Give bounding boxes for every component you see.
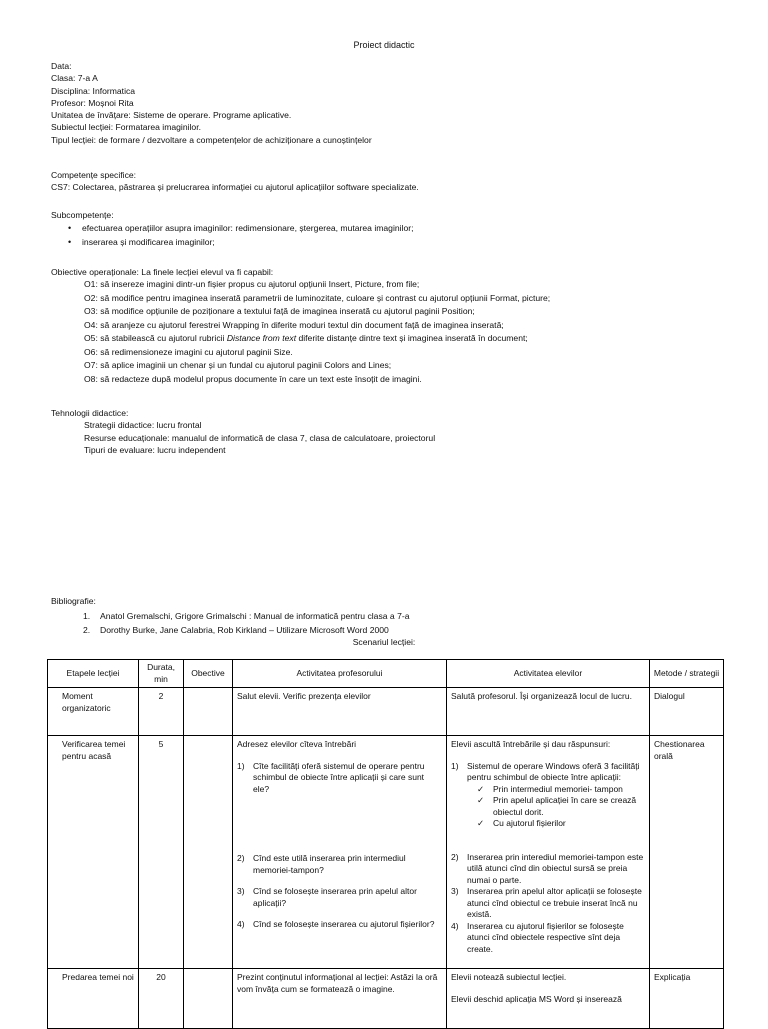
student-activity-cell: Salută profesorul. Își organizează locul de lucru. [447,688,650,736]
list-item: Resurse educaționale: manualul de informatică de clasa 7, clasa de calculatoare, proiectorul [84,432,436,443]
objective-o5-italic: Distance from text [226,333,297,344]
objectives-section [51,266,741,386]
student-task: Elevii deschid aplicația MS Word și inserează [451,993,622,1004]
subcompetences-heading: Subcompetențe: [51,210,114,220]
lesson-header [51,60,741,146]
table-row [48,969,724,1029]
header-teacher: Profesor: Moșnoi Rita [51,97,134,108]
student-note: Elevii notează subiectul lecției. [451,972,567,982]
list-number: 2) [237,853,245,863]
list-text: Anatol Gremalschi, Grigore Grimalschi : Manual de informatică pentru clasa a 7-a [100,611,410,622]
objectives-heading: Obiective operaționale: La finele lecției elevul va fi capabil: [51,267,274,277]
list-number: 1) [451,760,459,771]
list-item: O2: să modifice pentru imaginea inserată parametrii de luminozitate, culoare și contrast cu ajutorul opțiunii Format, picture; [84,292,551,303]
header-teacher-activity: Activitatea profesorului [233,660,447,688]
list-item [477,818,645,830]
header-student-activity: Activitatea elevilor [447,660,650,688]
list-item [237,761,442,796]
lesson-scenario-table [47,659,724,1029]
list-number: 2. [83,625,91,636]
list-number: 2) [451,851,459,862]
header-duration: Durata, min [139,660,184,688]
header-subject: Subiectul lecției: Formatarea imaginilor. [51,122,201,133]
list-item [451,921,645,956]
stage-cell: Moment organizatoric [48,688,139,736]
list-item: O3: să modifice opțiunile de poziționare a textului față de imaginea inserată cu ajutorul paginii Position; [84,306,475,317]
list-text: Inserarea prin interediul memoriei-tampon este utilă atunci cînd din obiectul sursă se preia numai o parte. [467,851,644,885]
list-number: 3) [237,886,245,896]
header-class: Clasa: 7-a A [51,73,98,84]
teacher-activity-cell: Prezint conținutul informațional al lecției: Astăzi la oră vom învăța cum se formatează o imagine. [233,969,447,1029]
list-item [237,853,442,876]
checkmark-icon: ✓ [477,818,485,828]
list-item [83,623,741,637]
teacher-activity-cell [233,736,447,969]
list-text: Inserarea prin apelul altor aplicații se folosește atunci cînd obiectul ce trebuie inserat încă nu există. [467,886,642,919]
student-activity-cell [447,736,650,969]
objectives-cell [184,969,233,1029]
list-item: O8: să redacteze după modelul propus documente în care un text este însoțit de imagini. [84,373,422,384]
bibliography-heading: Bibliografie: [51,596,96,606]
document-title: Proiect didactic [353,40,415,50]
list-number: 3) [451,886,459,896]
competences-heading: Competențe specifice: [51,170,137,180]
list-number: 4) [237,919,245,929]
list-text: Cînd se folosește inserarea prin apelul altor aplicații? [253,886,417,908]
methods-cell: Dialogul [650,688,724,736]
header-stages: Etapele lecției [48,660,139,688]
bibliography-section [51,595,741,637]
list-number: 4) [451,920,459,931]
checkmark-icon: ✓ [477,783,485,794]
list-text: Cînd este utilă inserarea prin intermediul memoriei-tampon? [253,853,406,875]
student-activity-cell [447,969,650,1029]
technologies-list [51,419,741,456]
list-item [451,852,645,887]
objective-o5-start: O5: să stabilească cu ajutorul rubricii [84,333,227,344]
bibliography-list [51,609,741,637]
duration-cell: 20 [139,969,184,1029]
list-item: • efectuarea operațiilor asupra imaginilor: redimensionare, ștergerea, mutarea imaginilor; [68,221,741,235]
duration-cell: 2 [139,688,184,736]
duration-cell: 5 [139,736,184,969]
competence-item: CS7: Colectarea, păstrarea și prelucrarea informației cu ajutorul aplicațiilor software specializate. [51,182,419,193]
header-discipline: Disciplina: Informatica [51,85,136,96]
competences-section [51,169,741,194]
objectives-cell [184,688,233,736]
list-item: Strategii didactice: lucru frontal [84,420,202,431]
technologies-section [51,407,741,456]
subcompetences-list [51,221,741,249]
list-item [451,886,645,921]
list-text: Sistemul de operare Windows oferă 3 facilități pentru schimbul de obiecte între aplicații: [467,760,640,782]
checkmark-icon: ✓ [477,795,485,805]
list-item [477,784,645,796]
list-item [237,886,442,909]
list-number: 1. [83,611,91,622]
list-item: • inserarea și modificarea imaginilor; [68,235,741,249]
header-lesson-type: Tipul lecției: de formare / dezvoltare a competențelor de achiziționare a cunoștințelor [51,134,372,145]
list-text: Cîte facilități oferă sistemul de operare pentru schimbul de obiecte între aplicații și care sunt ele? [253,760,425,794]
list-text: Dorothy Burke, Jane Calabria, Rob Kirkland – Utilizare Microsoft Word 2000 [100,625,389,636]
list-text: Inserarea cu ajutorul fișierilor se folosește atunci cînd obiectele respective sînt deja create. [467,920,624,954]
list-item [83,609,741,623]
scenario-heading: Scenariul lecției: [352,637,416,647]
questions-list [237,761,442,931]
header-unit: Unitatea de învățare: Sisteme de operare. Programe aplicative. [51,110,292,121]
methods-cell: Chestionarea orală [650,736,724,969]
facilities-list [467,784,645,830]
list-item [237,919,442,931]
table-row [48,736,724,969]
list-text: Cu ajutorul fișierilor [493,818,566,828]
teacher-intro: Adresez elevilor cîteva întrebări [237,739,357,749]
stage-cell: Predarea temei noi [48,969,139,1029]
list-item: Tipuri de evaluare: lucru independent [84,444,226,455]
list-item [477,795,645,818]
list-item: O7: să aplice imaginii un chenar și un fundal cu ajutorul paginii Colors and Lines; [84,360,392,371]
list-item [451,761,645,830]
list-text: Prin intermediul memoriei- tampon [493,783,623,794]
list-item: O6: să redimensioneze imagini cu ajutorul paginii Size. [84,346,293,357]
objectives-list [51,278,741,386]
student-intro: Elevii ascultă întrebările și dau răspunsuri: [451,739,611,749]
list-text: Cînd se folosește inserarea cu ajutorul fișierilor? [253,919,435,929]
answers-list [451,761,645,956]
teacher-activity-cell: Salut elevii. Verific prezența elevilor [233,688,447,736]
header-methods: Metode / strategii [650,660,724,688]
stage-cell: Verificarea temei pentru acasă [48,736,139,969]
objectives-cell [184,736,233,969]
list-number: 1) [237,760,245,771]
list-item: O1: să insereze imagini dintr-un fișier propus cu ajutorul opțiunii Insert, Picture, from file; [84,279,420,290]
header-date: Data: [51,61,72,71]
list-item [84,332,741,346]
technologies-heading: Tehnologii didactice: [51,408,129,418]
subcompetences-section [51,209,741,249]
table-row [48,688,724,736]
table-header-row [48,660,724,688]
header-objectives: Obective [184,660,233,688]
objective-o5-end: diferite distanțe dintre text și imaginea inserată în document; [296,333,528,344]
list-item: O4: să aranjeze cu ajutorul ferestrei Wrapping în diferite moduri textul din document față de imaginea inserată; [84,319,504,330]
methods-cell: Explicația [650,969,724,1029]
list-text: Prin apelul aplicației în care se crează obiectul dorit. [493,795,637,817]
